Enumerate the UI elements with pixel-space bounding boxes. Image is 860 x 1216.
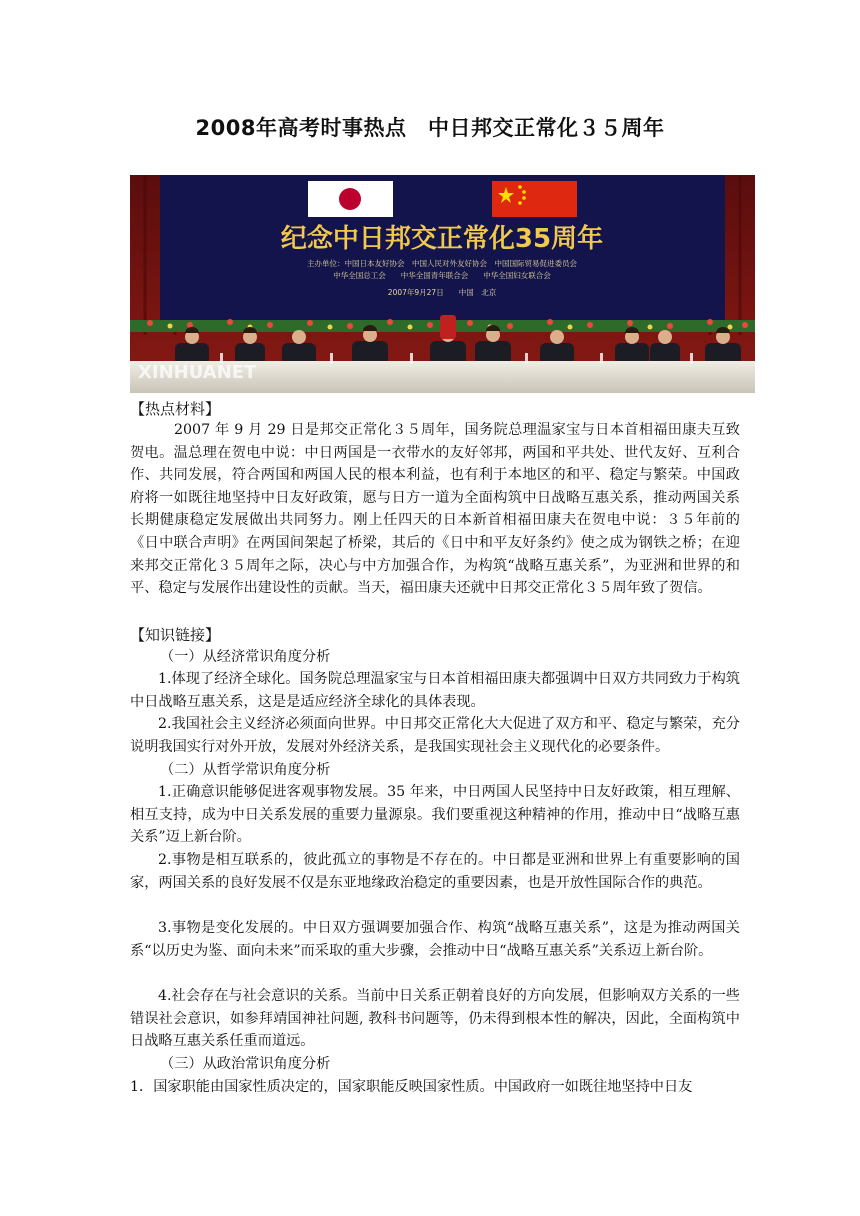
banner-sub-text-2: 中华全国总工会 中华全国青年联合会 中华全国妇女联合会 [333,271,551,280]
economics-point-2: 2.我国社会主义经济必须面向世界。中日邦交正常化大大促进了双方和平、稳定与繁荣，充分说明我国实行对外开放，发展对外经济关系，是我国实现社会主义现代化的必要条件。 [130,716,740,755]
banner-sub-text-1: 主办单位：中国日本友好协会 中国人民对外友好协会 中国国际贸易促进委员会 [307,259,577,268]
politics-point-1: 1．国家职能由国家性质决定的，国家职能反映国家性质。中国政府一如既往地坚持中日友 [130,1079,693,1095]
section-heading-hot-material: 【热点材料】 [130,400,221,418]
banner-main-text: 纪念中日邦交正常化35周年 [280,224,604,254]
philosophy-point-2: 2.事物是相互联系的，彼此孤立的事物是不存在的。中日都是亚洲和世界上有重要影响的国家，两国关系的良好发展不仅是东亚地缘政治稳定的重要因素，也是开放性国际合作的典范。 [130,852,740,891]
document-title: 2008年高考时事热点 中日邦交正常化３５周年 [195,116,665,140]
photo-watermark: XINHUANET [138,362,257,383]
subsection-economics: （一）从经济常识角度分析 [160,649,331,665]
philosophy-point-1: 1.正确意识能够促进客观事物发展。35 年来，中日两国人民坚持中日友好政策，相互理解、相互支持，成为中日关系发展的重要力量源泉。我们要重视这种精神的作用，推动中日“战略互惠关系”迈上新台阶。 [130,784,740,846]
philosophy-point-3: 3.事物是变化发展的。中日双方强调要加强合作、构筑“战略互惠关系”，这是为推动两国关系“以历史为鉴、面向未来”而采取的重大步骤，会推动中日“战略互惠关系”关系迈上新台阶。 [130,920,740,959]
subsection-politics: （三）从政治常识角度分析 [160,1056,331,1072]
philosophy-point-4: 4.社会存在与社会意识的关系。当前中日关系正朝着良好的方向发展，但影响双方关系的一些错误社会意识，如参拜靖国神社问题, 教科书问题等，仍未得到根本性的解决，因此，全面构筑中日战略互惠关系任重而道远。 [130,988,740,1050]
section-heading-knowledge-link: 【知识链接】 [130,626,221,644]
news-photo [130,175,755,393]
subsection-philosophy: （二）从哲学常识角度分析 [160,762,331,778]
hot-material-paragraph: 2007 年 9 月 29 日是邦交正常化３５周年，国务院总理温家宝与日本首相福田康夫互致贺电。温总理在贺电中说：中日两国是一衣带水的友好邻邦，两国和平共处、世代友好、互利合作、共同发展，符合两国和两国人民的根本利益，也有利于本地区的和平、稳定与繁荣。中国政府将一如既往地坚持中日友好政策，愿与日方一道为全面构筑中日战略互惠关系，推动两国关系长期健康稳定发展做出共同努力。刚上任四天的日本新首相福田康夫在贺电中说：３５年前的《日中联合声明》在两国间架起了桥梁，其后的《日中和平友好条约》使之成为钢铁之桥；在迎来邦交正常化３５周年之际，决心与中方加强合作，为构筑“战略互惠关系”，为亚洲和世界的和平、稳定与发展作出建设性的贡献。当天，福田康夫还就中日邦交正常化３５周年致了贺信。 [130,422,740,597]
economics-point-1: 1.体现了经济全球化。国务院总理温家宝与日本首相福田康夫都强调中日双方共同致力于构筑中日战略互惠关系，这是是适应经济全球化的具体表现。 [130,671,740,710]
photo-illustration [130,175,755,393]
banner-date-text: 2007年9月27日 中国 北京 [387,288,497,297]
